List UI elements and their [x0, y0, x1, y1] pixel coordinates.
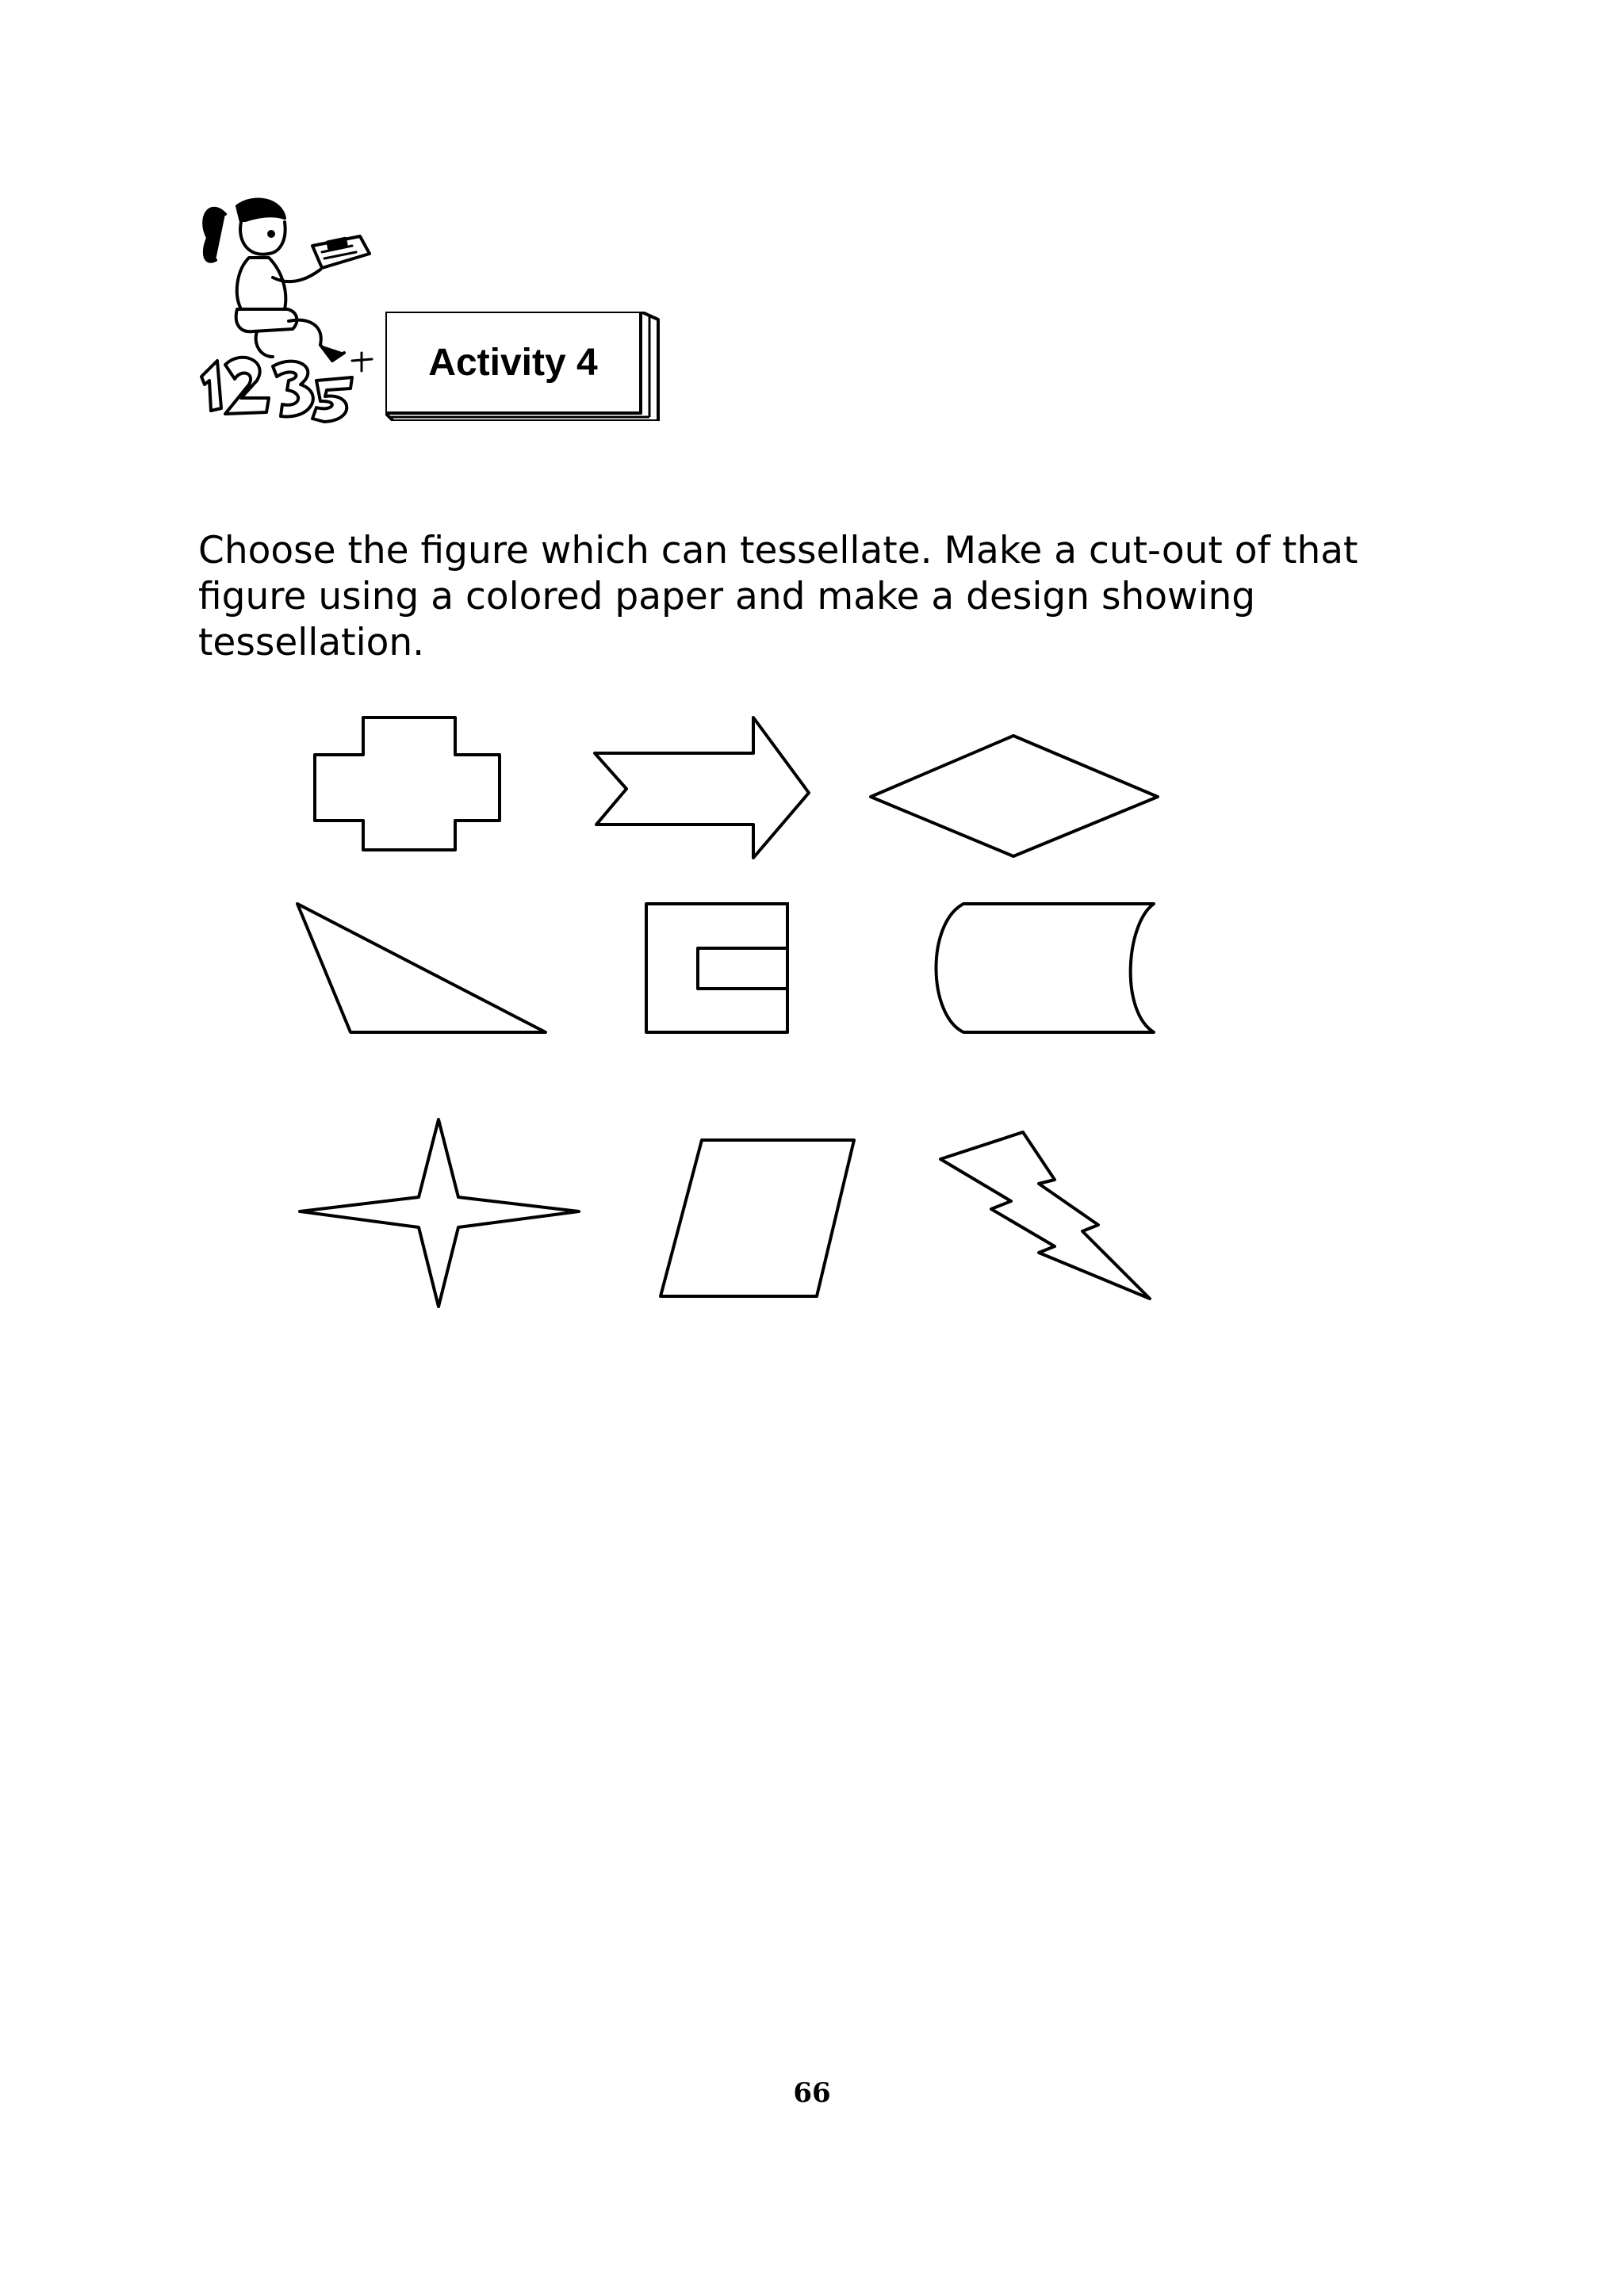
figure-c-outline: [646, 904, 787, 1032]
page-number: 66: [793, 2077, 831, 2109]
activity-title: Activity 4: [428, 341, 598, 384]
figure-curved-rectangle: [936, 904, 1154, 1032]
figure-cross: [315, 718, 500, 850]
figure-arrow: [595, 718, 809, 858]
instructions-text: Choose the figure which can tessellate. Make a cut-out of that figure using a colored paper and make a design showing tessellation.: [198, 529, 1358, 664]
figures-grid: [285, 698, 1174, 1332]
girl-with-calculator-illustration: [193, 190, 376, 428]
figure-lightning-bolt: [940, 1132, 1150, 1299]
figure-parallelogram: [661, 1140, 854, 1296]
figure-right-triangle: [297, 904, 546, 1032]
figure-four-pointed-star: [300, 1119, 579, 1307]
figure-rhombus: [871, 736, 1158, 856]
